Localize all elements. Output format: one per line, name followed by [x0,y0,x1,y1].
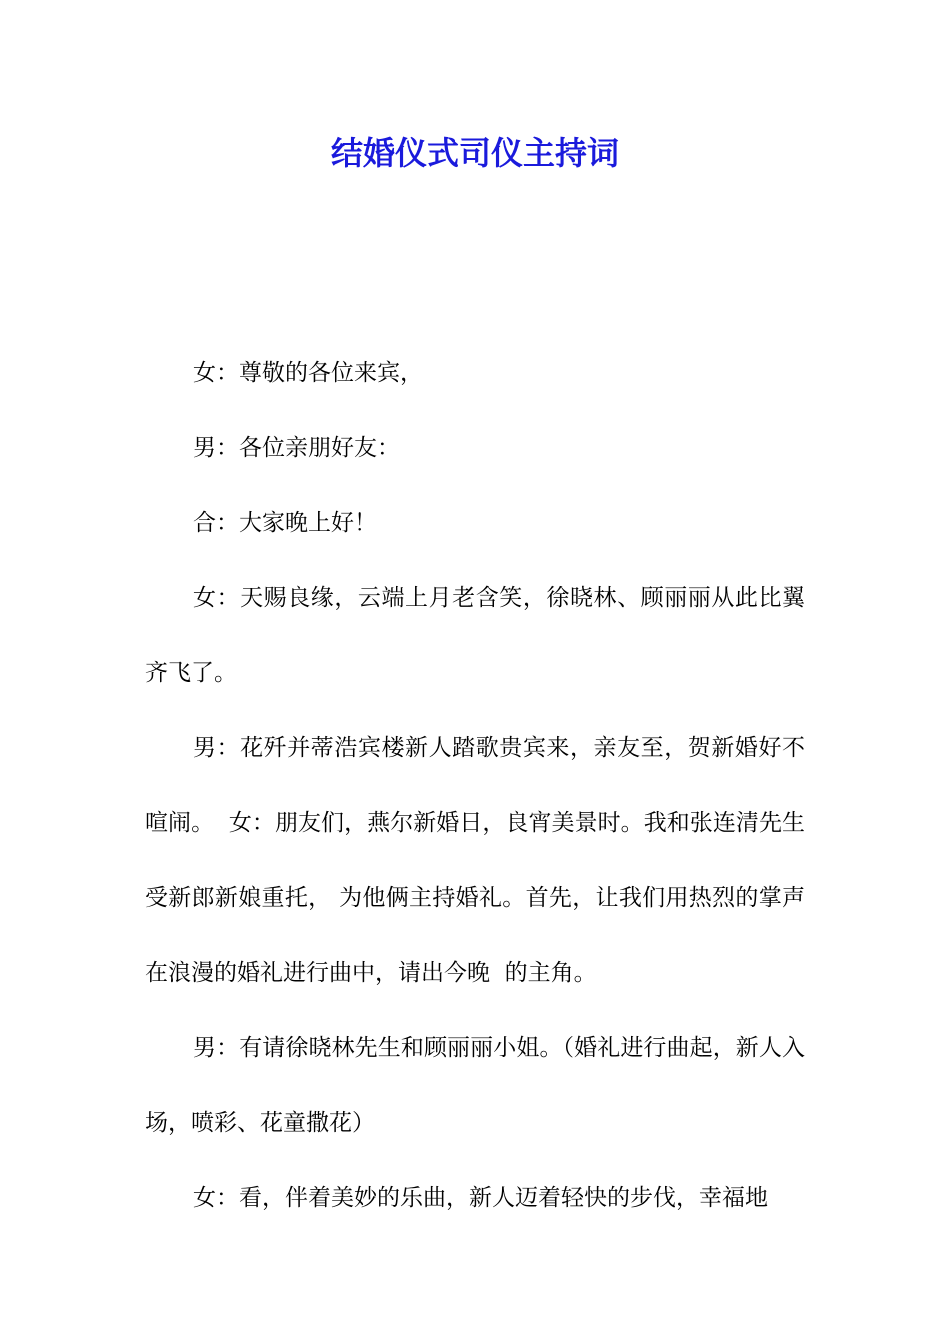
paragraph-male-introduction: 男：花歼并蒂浩宾楼新人踏歌贵宾来，亲友至，贺新婚好不喧闹。 女：朋友们，燕尔新婚日，良宵美景时。我和张连清先生受新郎新娘重托， 为他俩主持婚礼。首先，让我们用热烈的掌声在浪漫的婚礼进行曲中，请出今晚 的主角。 [145,735,805,986]
paragraph-male-greeting: 男：各位亲朋好友： [193,435,400,461]
paragraph-together-greeting: 合：大家晚上好！ [193,510,377,536]
paragraph-male-invitation: 男：有请徐晓林先生和顾丽丽小姐。（婚礼进行曲起，新人入场，喷彩、花童撒花） [145,1035,805,1136]
document-title: 结婚仪式司仪主持词 [330,134,619,172]
paragraph-female-blessing: 女：天赐良缘，云端上月老含笑，徐晓林、顾丽丽从此比翼齐飞了。 [145,585,805,686]
paragraph-female-greeting: 女：尊敬的各位来宾， [193,360,423,386]
paragraph-female-entrance: 女：看，伴着美妙的乐曲，新人迈着轻快的步伐，幸福地 [193,1185,768,1211]
document-body [145,336,805,1236]
